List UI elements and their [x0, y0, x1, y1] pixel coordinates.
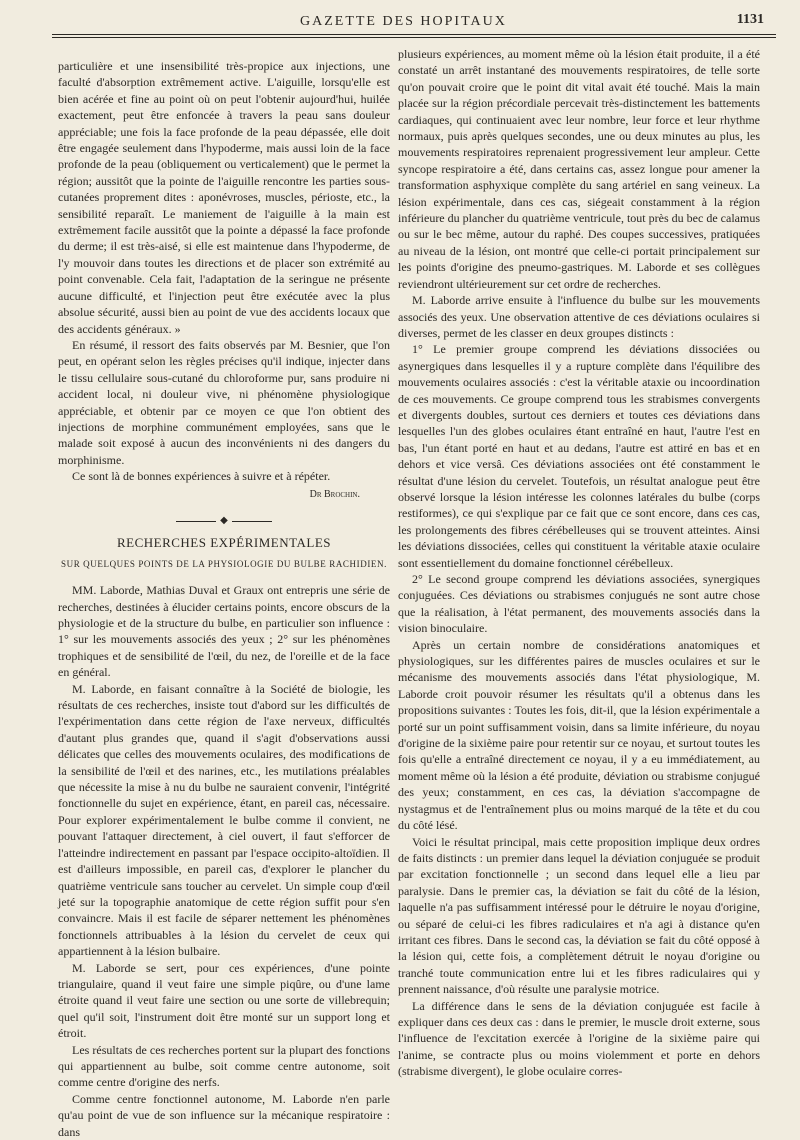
paragraph: M. Laborde se sert, pour ces expériences, d'une pointe triangulaire, quand il veut faire une simple piqûre, ou d'une lame étroite quand il veut faire une section ou une sorte de villebrequin; quel qu'il soit, l'instrument doit être monté sur un support long et étroit. [58, 960, 390, 1041]
page-number: 1131 [736, 12, 764, 27]
paragraph: La différence dans le sens de la déviation conjuguée est facile à expliquer dans ces deux cas : dans le premier, le muscle droit externe, sous l'influence de l'excitation exercée à l'origine de la sixième paire qui l'anime, se contracte plus ou moins violemment et porte en dehors (strabisme divergent), le globe oculaire corres- [398, 998, 760, 1079]
paragraph: 1° Le premier groupe comprend les déviations dissociées ou asynergiques dans lesquelles il y a rupture complète dans l'équilibre des mouvements oculaires associés : c'est la véritable ataxie ou incoordination de ces mouvements. Ce groupe comprend tous les strabismes convergents et divergents doubles, surtout ces derniers et toutes ces déviations dans lesquelles l'un des globes oculaires étant entraîné en haut, l'autre l'est en bas, l'un étant porté en haut et au dedans, l'autre est attiré en bas et en dehors et vice versâ. Ces déviations associées ont été constamment le résultat d'une lésion du cervelet. Toutefois, un résultat analogue peut être observé lorsque la lésion intéresse les colonnes latérales du bulbe (corps restiformes), ce qui s'explique par ce fait que ce sont encore, dans ces cas, les prolongements des fibres cérébelleuses qui se trouvent atteintes. Ainsi les déviations dissociées, celles qui constituent la véritable ataxie oculaire sont essentiellement du domaine fonctionnel cérébelleux. [398, 342, 760, 570]
paragraph: Après un certain nombre de considérations anatomiques et physiologiques, sur les différentes paires de muscles oculaires et sur le mécanisme des mouvements associés dans l'état physiologique, M. Laborde croit pouvoir résumer les résultats qu'il a obtenus dans les propositions suivantes : Toutes les fois, dit-il, que la lésion expérimentale a porté sur un point suffisamment voisin, dans sa limite inférieure, du noyau d'origine de la sixième paire pour retentir sur ce noyau, et surtout toutes les fois qu'elle a entraîné directement ce noyau, il y a eu immédiatement, au moment même où la lésion a été produite, déviation ou strabisme conjugué des yeux; constamment, en ces cas, la déviation s'accompagne de nystagmus et de l'entraînement plus ou moins marqué de la tête et du cou du côté lésé. [398, 637, 760, 833]
paragraph: M. Laborde arrive ensuite à l'influence du bulbe sur les mouvements associés des yeux. Une observation attentive de ces déviations oculaires si diverses, permet de les classer en deux groupes distincts : [398, 293, 760, 340]
paragraph: En résumé, il ressort des faits observés par M. Besnier, que l'on peut, en opérant selon les règles précises qu'il indique, injecter dans le tissu cellulaire sous-cutané du chloroforme pur, sans produire ni accident local, ni douleur vive, ni phénomène physiologique appréciable, et obtenir par ce moyen ce que l'on obtient des injections de morphine communément employées, sans que le malade soit exposé à aucun des inconvénients ni des dangers du morphinisme. [58, 337, 390, 467]
author-signature: Dr Brochin. [309, 488, 360, 500]
paragraph: M. Laborde, en faisant connaître à la Société de biologie, les résultats de ces recherches, insiste tout d'abord sur les difficultés de l'expérimentation dans cette région de l'axe nerveux, difficultés d'autant plus grandes que, quand il s'agit d'observations aussi délicates que celles des mouvements oculaires, des modifications de la sensibilité de l'œil et des narines, etc., les mutilations préalables que nécessite la mise à nu du bulbe ne sauraient convenir, l'intégrité fonctionnelle du sujet en expérience, étant, en pareil cas, nécessaire. Pour explorer expérimentalement le bulbe comme il convient, ne pouvant l'attaquer directement, à ciel ouvert, il faut s'efforcer de l'atteindre indirectement en passant par l'espace occipito-altoïdien. Il est d'ailleurs impossible, en pareil cas, d'explorer le plancher du quatrième ventricule sans toucher au cervelet. Un simple coup d'œil jeté sur la topographie anatomique de cette région suffit pour s'en convaincre. Mais il est facile de séparer nettement les phénomènes fonctionnels attribuables à la lésion du cervelet de ceux qui appartiennent à la lésion bulbaire. [58, 681, 390, 959]
running-title: GAZETTE DES HOPITAUX [300, 14, 507, 29]
paragraph: particulière et une insensibilité très-propice aux injections, une faculté d'absorption extrêmement active. L'aiguille, lorsqu'elle est bien acérée et fine au point où on peut l'obtenir aujourd'hui, huilée exactement, peut être enfoncée à travers la peau sans douleur appréciable; une fois la face profonde de la peau dépassée, elle doit être engagée seulement dans l'hypoderme, mais aussi loin de la face profonde de la peau (obliquement ou verticalement) que le permet la région; aussitôt que la pointe de l'aiguille rencontre les parties sous-cutanées proprement dites : aponévroses, muscles, périoste, etc., la sensibilité reparaît. Le maniement de l'aiguille à la main est extrêmement facile aussitôt que la pointe a dépassé la face profonde du derme; il est très-aisé, si elle est maintenue dans l'hypoderme, de l'y mouvoir dans toutes les directions et de placer son extrémité au point convenable. Cela fait, l'adaptation de la seringue ne présente aucune difficulté, et l'injection peut être exécutée avec la plus absolue sécurité, aussi bien au point de vue des accidents locaux que des accidents généraux. » [58, 59, 390, 336]
section-title: RECHERCHES EXPÉRIMENTALES [116, 535, 332, 551]
paragraph: Ce sont là de bonnes expériences à suivre et à répéter. [72, 469, 331, 484]
paragraph: Voici le résultat principal, mais cette proposition implique deux ordres de faits distincts : un premier dans lequel la déviation conjuguée se produit par excitation fonctionnelle ; un second dans lequel elle a lieu par paralysie. Dans le premier cas, la déviation se fait du côté de la lésion, laquelle n'a pas suffisamment intéressé pour le détruire le noyau d'origine, ou séparé de celui-ci les fibres radiculaires et n'a agi à distance qu'en irritant ces fibres. Dans le second cas, la déviation se fait du côté opposé à la lésion qui, cette fois, a complètement détruit le noyau d'origine ou tranché toute communication entre lui et les fibres radiculaires qui y prennent naissance, d'où résulte une paralysie motrice. [398, 834, 760, 997]
header-rule-double [52, 37, 776, 38]
right-column [398, 46, 760, 1080]
left-column [58, 58, 390, 1140]
section-subtitle: SUR QUELQUES POINTS DE LA PHYSIOLOGIE DU BULBE RACHIDIEN. [61, 558, 387, 569]
paragraph: Comme centre fonctionnel autonome, M. Laborde n'en parle qu'au point de vue de son influence sur la mécanique respiratoire : dans [58, 1091, 390, 1139]
paragraph: Les résultats de ces recherches portent sur la plupart des fonctions qui appartiennent au bulbe, soit comme centre autonome, soit comme centre d'origine des nerfs. [58, 1042, 390, 1090]
paragraph: 2° Le second groupe comprend les déviations associées, synergiques conjuguées. Ces déviations ou strabismes conjugués ne sont autre chose que la réalisation, à l'état permanent, des mouvements associés dans la vision binoculaire. [398, 572, 760, 636]
paragraph: plusieurs expériences, au moment même où la lésion était produite, il a été constaté un arrêt instantané des mouvements respiratoires, de telle sorte qu'on pouvait croire que le point dit vital avait été touché. Mais la main placée sur la région précordiale percevait très-distinctement les battements cardiaques, qui continuaient avec leur nombre, leur force et leur rhythme normaux, puis après quelques secondes, une ou deux minutes au plus, les mouvements respiratoires reprenaient progressivement leur ampleur. Cette syncope respiratoire a été, dans certains cas, assez longue pour amener la transformation asphyxique complète du sang artériel en sang veineux. La lésion expérimentale, dans ces cas, siégeait constamment à la région inférieure du plancher du quatrième ventricule, tout près du bec de calamus ou sur le bec même, autour du raphé. Des coupes successives, pratiquées au niveau de la lésion, ont montré que celle-ci portait principalement sur les points d'origine des pneumo-gastriques. M. Laborde et ses collègues reviendront ultérieurement sur cet ordre de recherches. [398, 47, 760, 291]
header-rule [52, 34, 776, 35]
section-separator: ◆ [58, 513, 390, 529]
paragraph: MM. Laborde, Mathias Duval et Graux ont entrepris une série de recherches, destinées à élucider certains points, encore obscurs de la physiologie et de la structure du bulbe, en particulier son influence : 1° sur les mouvements associés des yeux ; 2° sur les phénomènes trophiques et de sensibilité de l'œil, du nez, de l'oreille et de la face en général. [58, 583, 390, 680]
